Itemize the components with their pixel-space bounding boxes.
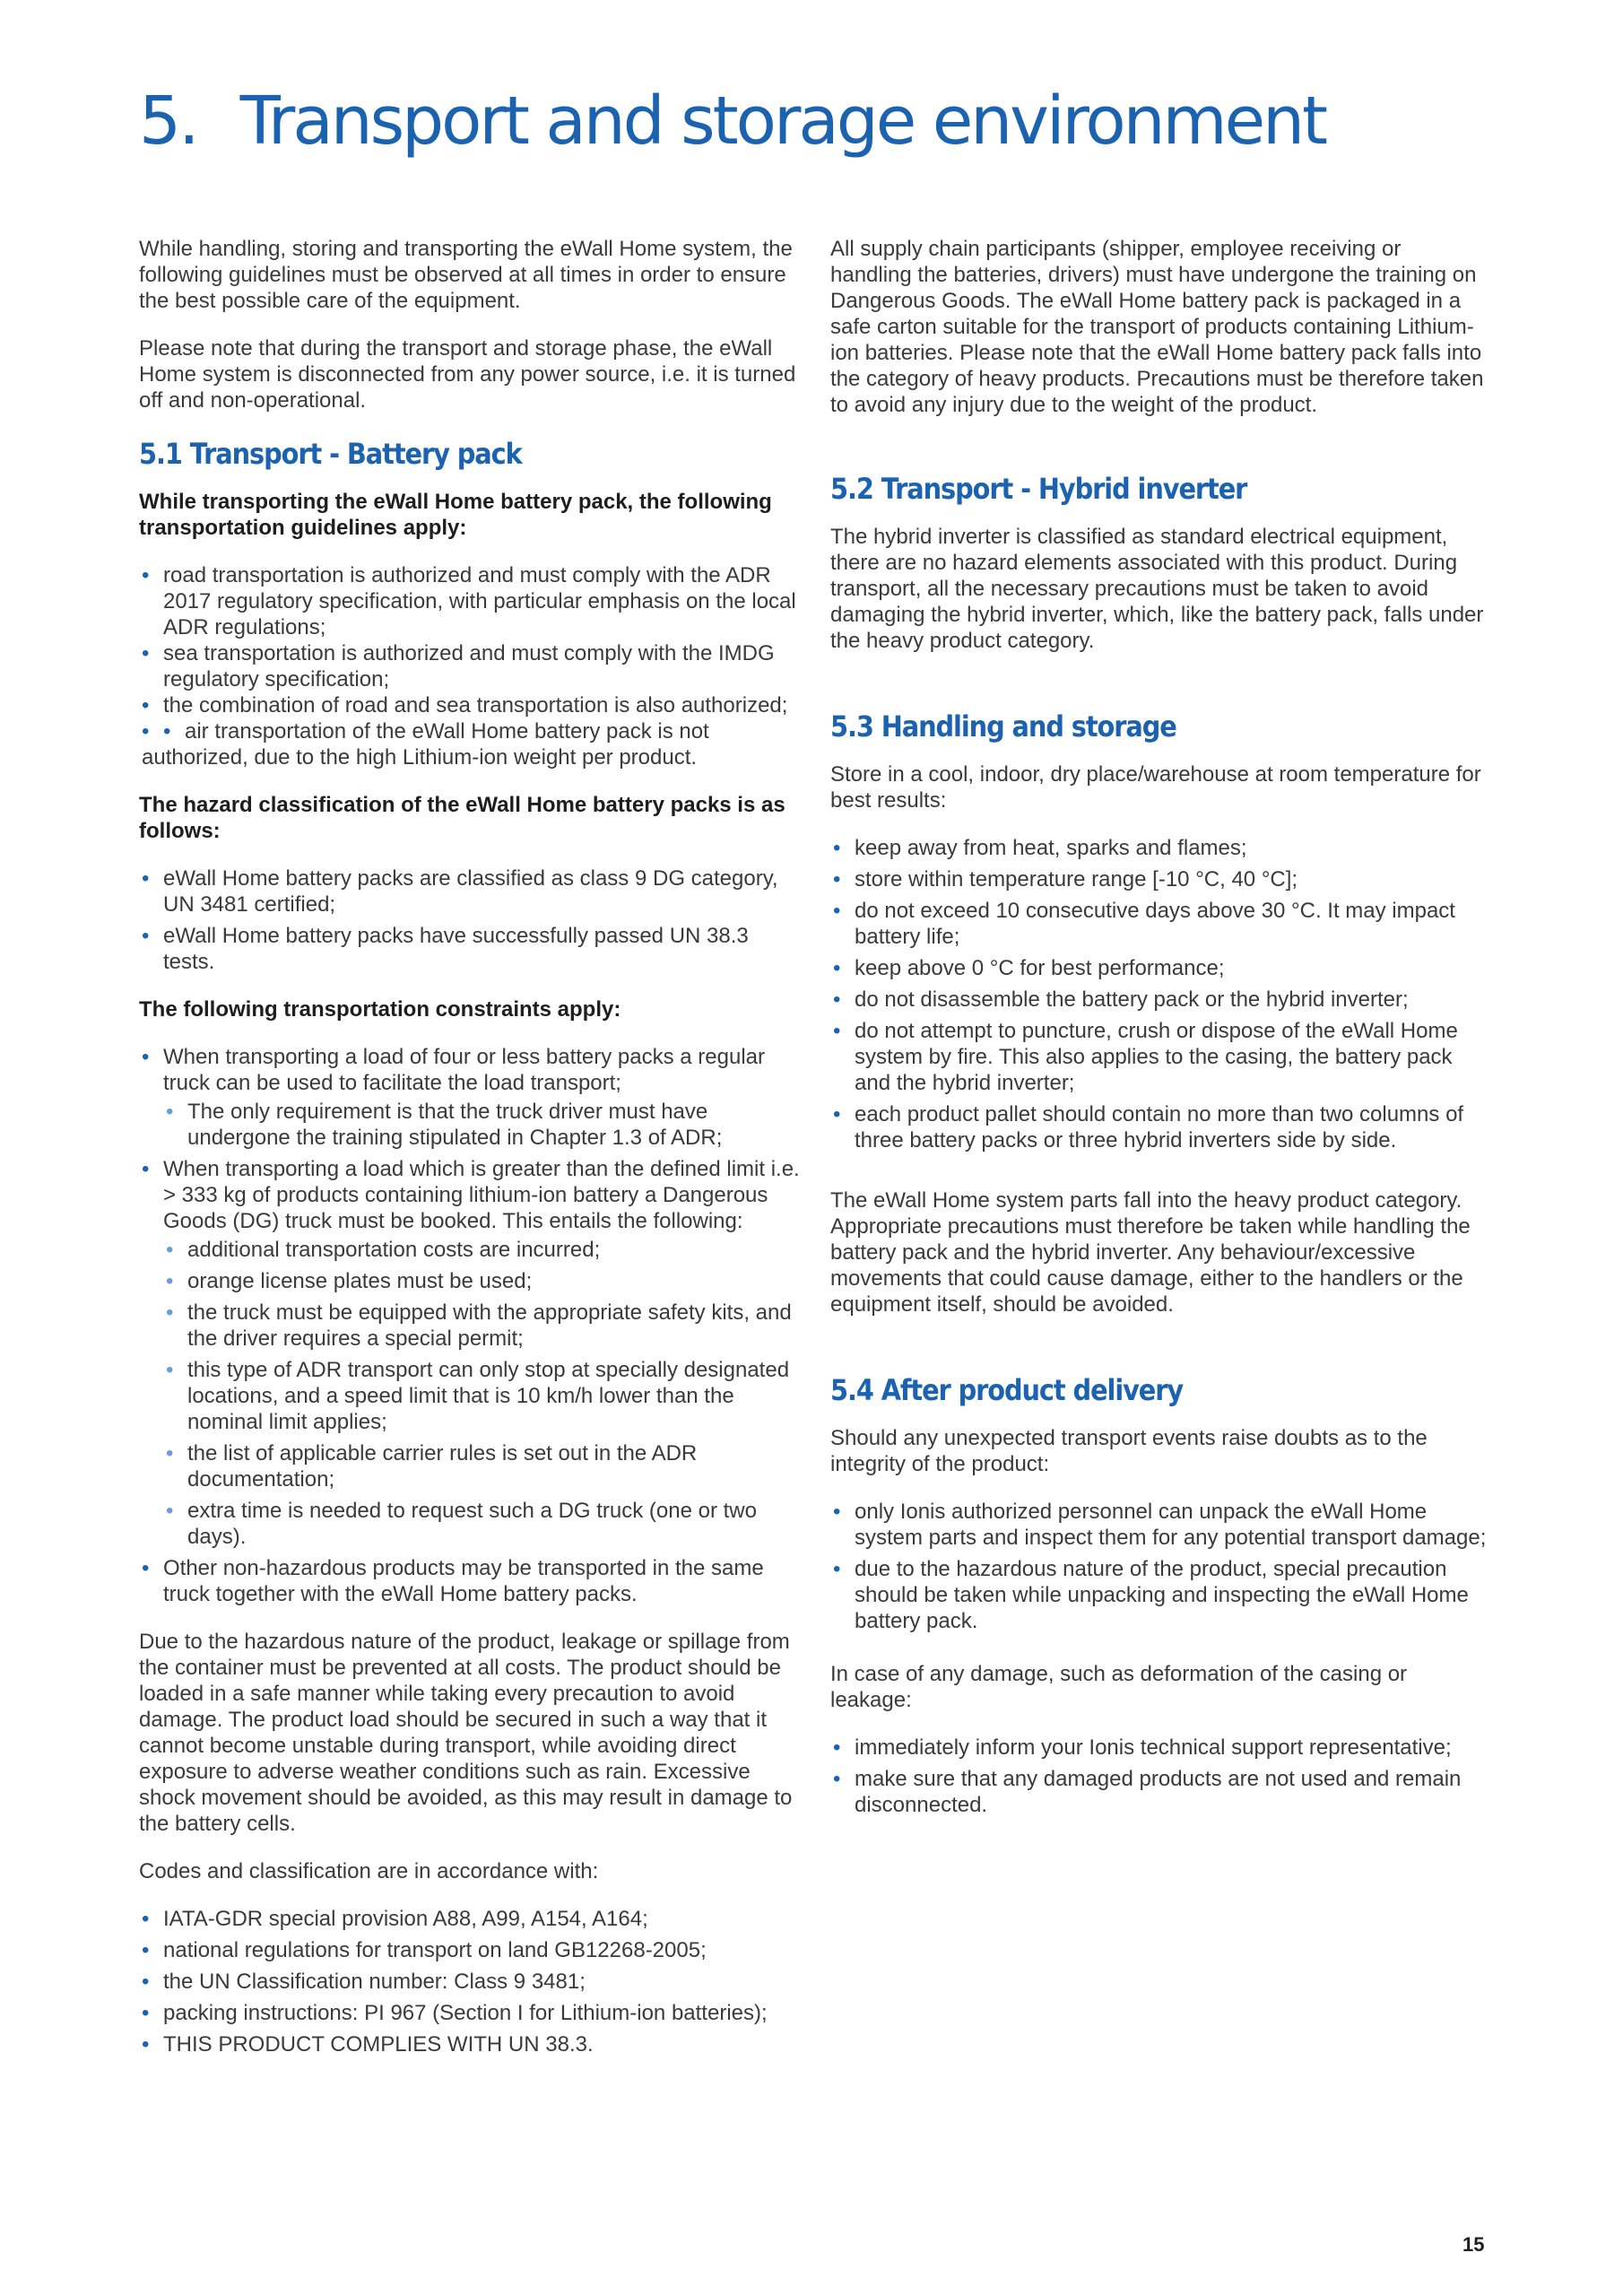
codes-lead: Codes and classification are in accordance with: [139, 1859, 599, 1883]
sub-list-item: • extra time is needed to request such a DG truck (one or two days). [163, 1498, 803, 1550]
constraints-lead: The following transportation constraints apply: [139, 997, 621, 1022]
list-item: • IATA-GDR special provision A88, A99, A154, A164; [139, 1906, 803, 1932]
list-item-air: • • air transportation of the eWall Home battery pack is not authorized, due to the high Lithium-ion weight per product. [139, 718, 803, 770]
list-item: • national regulations for transport on land GB12268-2005; [139, 1937, 803, 1963]
list-item: • the combination of road and sea transportation is also authorized; [139, 692, 803, 718]
left-column [139, 236, 803, 2079]
constraint-2-sublist [163, 1237, 803, 1550]
sub-list-item: • this type of ADR transport can only stop at specially designated locations, and a speed limit that is 10 km/h lower than the nominal limit applies; [163, 1357, 803, 1435]
s51-list [139, 562, 803, 770]
list-item: • make sure that any damaged products are not used and remain disconnected. [830, 1766, 1487, 1818]
right-column [830, 236, 1487, 1839]
section-5-3-heading: 5.3 Handling and storage [830, 709, 1176, 744]
list-item: • packing instructions: PI 967 (Section I for Lithium-ion batteries); [139, 2000, 803, 2026]
air-transport-text: air transportation of the eWall Home battery pack is not authorized, due to the high Lithium-ion weight per product. [142, 719, 709, 770]
chapter-number: 5. [139, 83, 197, 160]
s51-lead: While transporting the eWall Home battery pack, the following transportation guidelines apply: [139, 490, 772, 540]
list-item: • do not disassemble the battery pack or the hybrid inverter; [830, 987, 1487, 1013]
list-item: • do not attempt to puncture, crush or dispose of the eWall Home system by fire. This also applies to the casing, the battery pack and the hybrid inverter; [830, 1018, 1487, 1096]
list-item [139, 1156, 803, 1550]
hazard-paragraph: Due to the hazardous nature of the product, leakage or spillage from the container must be prevented at all costs. The product should be loaded in a safe manner while taking every precaution to avoid damage. The product load should be secured in such a way that it cannot become unstable during transport, while avoiding direct exposure to adverse weather conditions such as rain. Excessive shock movement should be avoided, as this may result in damage to the battery cells. [139, 1630, 793, 1836]
list-item: • eWall Home battery packs are classified as class 9 DG category, UN 3481 certified; [139, 865, 803, 918]
list-item: • keep above 0 °C for best performance; [830, 955, 1487, 981]
list-item: • due to the hazardous nature of the product, special precaution should be taken while unpacking and inspecting the eWall Home battery pack. [830, 1556, 1487, 1634]
list-item: • keep away from heat, sparks and flames; [830, 835, 1487, 861]
s54-paragraph-2: In case of any damage, such as deformation of the casing or leakage: [830, 1662, 1408, 1712]
sub-list-item: • the list of applicable carrier rules is set out in the ADR documentation; [163, 1440, 803, 1492]
s52-paragraph: The hybrid inverter is classified as standard electrical equipment, there are no hazard elements associated with this product. During transport, all the necessary precautions must be taken to avoid damaging the hybrid inverter, which, like the battery pack, falls under the heavy product category. [830, 525, 1484, 653]
list-item: • each product pallet should contain no more than two columns of three battery packs or three hybrid inverters side by side. [830, 1101, 1487, 1153]
list-item: • road transportation is authorized and must comply with the ADR 2017 regulatory specification, with particular emphasis on the local ADR regulations; [139, 562, 803, 640]
intro-paragraph-1: While handling, storing and transporting the eWall Home system, the following guidelines must be observed at all times in order to ensure the best possible care of the equipment. [139, 237, 793, 313]
page-number: 15 [1462, 2233, 1485, 2256]
list-item: • the UN Classification number: Class 9 3481; [139, 1969, 803, 1995]
sub-list-item: • the truck must be equipped with the appropriate safety kits, and the driver requires a special permit; [163, 1300, 803, 1352]
sub-list-item: • orange license plates must be used; [163, 1268, 803, 1294]
page-title [139, 83, 1325, 160]
list-item: • eWall Home battery packs have successfully passed UN 38.3 tests. [139, 923, 803, 975]
constraint-1-sublist [163, 1099, 803, 1151]
list-item: • THIS PRODUCT COMPLIES WITH UN 38.3. [139, 2031, 803, 2057]
sub-list-item: • The only requirement is that the truck driver must have undergone the training stipulated in Chapter 1.3 of ADR; [163, 1099, 803, 1151]
list-item: • immediately inform your Ionis technical support representative; [830, 1735, 1487, 1761]
list-item: • only Ionis authorized personnel can unpack the eWall Home system parts and inspect them for any potential transport damage; [830, 1499, 1487, 1551]
s53-paragraph-2: The eWall Home system parts fall into the heavy product category. Appropriate precautions must therefore be taken while handling the battery pack and the hybrid inverter. Any behaviour/excessive movements that could cause damage, either to the handlers or the equipment itself, should be avoided. [830, 1188, 1471, 1317]
list-item [139, 1044, 803, 1151]
s54-list-2 [830, 1735, 1487, 1818]
s54-paragraph: Should any unexpected transport events raise doubts as to the integrity of the product: [830, 1426, 1428, 1476]
list-item: • store within temperature range [-10 °C, 40 °C]; [830, 866, 1487, 892]
list-item: • do not exceed 10 consecutive days above 30 °C. It may impact battery life; [830, 898, 1487, 950]
s53-paragraph: Store in a cool, indoor, dry place/warehouse at room temperature for best results: [830, 762, 1481, 813]
section-5-2-heading: 5.2 Transport - Hybrid inverter [830, 472, 1247, 506]
constraint-1-text: When transporting a load of four or less battery packs a regular truck can be used to facilitate the load transport; [163, 1045, 766, 1095]
s54-list [830, 1499, 1487, 1634]
section-5-1-heading: 5.1 Transport - Battery pack [139, 437, 522, 471]
section-5-4-heading: 5.4 After product delivery [830, 1373, 1184, 1407]
list-item: • Other non-hazardous products may be transported in the same truck together with the eWall Home battery packs. [139, 1555, 803, 1607]
constraint-2-text: When transporting a load which is greater than the defined limit i.e. > 333 kg of products containing lithium-ion battery a Dangerous Goods (DG) truck must be booked. This entails the following: [163, 1157, 800, 1233]
sub-list-item: • additional transportation costs are incurred; [163, 1237, 803, 1263]
list-item: • sea transportation is authorized and must comply with the IMDG regulatory specification; [139, 640, 803, 692]
supply-chain-paragraph: All supply chain participants (shipper, employee receiving or handling the batteries, drivers) must have undergone the training on Dangerous Goods. The eWall Home battery pack is packaged in a safe carton suitable for the transport of products containing Lithium-ion batteries. Please note that the eWall Home battery pack falls into the category of heavy products. Precautions must be therefore taken to avoid any injury due to the weight of the product. [830, 237, 1484, 417]
constraints-list [139, 1044, 803, 1607]
codes-list [139, 1906, 803, 2057]
intro-paragraph-2: Please note that during the transport and storage phase, the eWall Home system is disconnected from any power source, i.e. it is turned off and non-operational. [139, 336, 796, 413]
chapter-title: Transport and storage environment [239, 83, 1326, 160]
hazard-lead: The hazard classification of the eWall Home battery packs is as follows: [139, 793, 785, 843]
s53-list [830, 835, 1487, 1153]
hazard-list [139, 865, 803, 975]
